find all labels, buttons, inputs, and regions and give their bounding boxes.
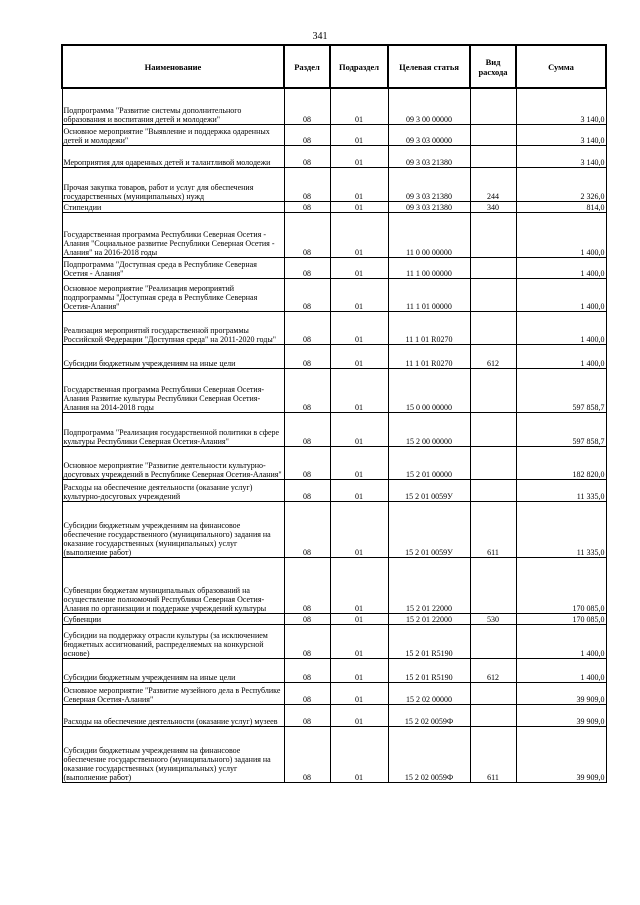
row-section: 08 — [284, 614, 330, 625]
row-name: Субсидии бюджетным учреждениям на иные цели — [62, 345, 284, 369]
row-expense-type — [470, 480, 516, 502]
row-target: 15 2 01 R5190 — [388, 659, 470, 683]
page-number: 341 — [312, 31, 328, 42]
row-section: 08 — [284, 125, 330, 146]
row-subsection: 01 — [330, 369, 388, 413]
row-sum: 182 820,0 — [516, 447, 606, 480]
row-expense-type — [470, 413, 516, 447]
row-expense-type — [470, 683, 516, 705]
row-expense-type — [470, 369, 516, 413]
table-row — [62, 369, 606, 413]
row-section: 08 — [284, 146, 330, 168]
row-subsection: 01 — [330, 146, 388, 168]
row-target: 15 2 01 R5190 — [388, 625, 470, 659]
row-name: Государственная программа Республики Северная Осетия - Алания "Социальное развитие Республики Северная Осетия - Алания" на 2016-2018 годы — [62, 213, 284, 258]
row-target: 09 3 03 00000 — [388, 125, 470, 146]
table-row — [62, 502, 606, 558]
table-row — [62, 125, 606, 146]
header-name: Наименование — [62, 45, 284, 88]
row-subsection: 01 — [330, 312, 388, 345]
table-row — [62, 202, 606, 213]
row-name: Подпрограмма "Реализация государственной политики в сфере культуры Республики Северная Осетия-Алания" — [62, 413, 284, 447]
table-body — [62, 88, 606, 783]
header-section: Раздел — [284, 45, 330, 88]
row-target: 15 2 02 0059Ф — [388, 705, 470, 727]
row-expense-type — [470, 279, 516, 312]
row-target: 11 1 00 00000 — [388, 258, 470, 279]
table-row — [62, 258, 606, 279]
row-section: 08 — [284, 258, 330, 279]
row-name: Мероприятия для одаренных детей и талантливой молодежи — [62, 146, 284, 168]
header-subsection: Подраздел — [330, 45, 388, 88]
row-name: Основное мероприятие "Выявление и поддержка одаренных детей и молодежи" — [62, 125, 284, 146]
row-section: 08 — [284, 213, 330, 258]
row-section: 08 — [284, 369, 330, 413]
row-sum: 39 909,0 — [516, 705, 606, 727]
row-section: 08 — [284, 312, 330, 345]
row-section: 08 — [284, 168, 330, 202]
row-expense-type: 340 — [470, 202, 516, 213]
row-target: 09 3 00 00000 — [388, 88, 470, 125]
row-section: 08 — [284, 202, 330, 213]
row-expense-type — [470, 312, 516, 345]
row-subsection: 01 — [330, 345, 388, 369]
row-section: 08 — [284, 345, 330, 369]
row-name: Субсидии на поддержку отрасли культуры (за исключением бюджетных ассигнований, распределяемых на конкурсной основе) — [62, 625, 284, 659]
table-row — [62, 146, 606, 168]
table-row — [62, 614, 606, 625]
row-sum: 814,0 — [516, 202, 606, 213]
row-subsection: 01 — [330, 258, 388, 279]
row-sum: 3 140,0 — [516, 88, 606, 125]
row-sum: 11 335,0 — [516, 502, 606, 558]
row-section: 08 — [284, 502, 330, 558]
row-name: Прочая закупка товаров, работ и услуг для обеспечения государственных (муниципальных) нужд — [62, 168, 284, 202]
table-row — [62, 683, 606, 705]
row-sum: 39 909,0 — [516, 727, 606, 783]
row-expense-type — [470, 558, 516, 614]
row-target: 15 2 01 22000 — [388, 558, 470, 614]
row-expense-type — [470, 447, 516, 480]
row-name: Расходы на обеспечение деятельности (оказание услуг) музеев — [62, 705, 284, 727]
row-name: Государственная программа Республики Северная Осетия-Алания Развитие культуры Республики Северная Осетия-Алания на 2014-2018 годы — [62, 369, 284, 413]
table-row — [62, 168, 606, 202]
row-sum: 597 858,7 — [516, 413, 606, 447]
table-row — [62, 480, 606, 502]
row-subsection: 01 — [330, 168, 388, 202]
row-name: Основное мероприятие "Развитие деятельности культурно-досуговых учреждений в Республике Северная Осетия-Алания" — [62, 447, 284, 480]
row-name: Субвенции — [62, 614, 284, 625]
row-sum: 170 085,0 — [516, 614, 606, 625]
row-target: 11 1 01 R0270 — [388, 345, 470, 369]
row-target: 11 1 01 R0270 — [388, 312, 470, 345]
row-subsection: 01 — [330, 213, 388, 258]
row-subsection: 01 — [330, 413, 388, 447]
table-row — [62, 727, 606, 783]
row-subsection: 01 — [330, 279, 388, 312]
table-row — [62, 345, 606, 369]
header-sum: Сумма — [516, 45, 606, 88]
row-expense-type: 612 — [470, 345, 516, 369]
row-subsection: 01 — [330, 659, 388, 683]
row-expense-type: 244 — [470, 168, 516, 202]
table-row — [62, 279, 606, 312]
row-expense-type — [470, 705, 516, 727]
row-name: Субсидии бюджетным учреждениям на финансовое обеспечение государственного (муниципального) задания на оказание государственных (муниципальных) услуг (выполнение работ) — [62, 727, 284, 783]
row-target: 11 0 00 00000 — [388, 213, 470, 258]
row-subsection: 01 — [330, 705, 388, 727]
header-expense-type: Вид расхода — [470, 45, 516, 88]
table-row — [62, 447, 606, 480]
row-sum: 1 400,0 — [516, 213, 606, 258]
row-section: 08 — [284, 558, 330, 614]
row-target: 15 2 00 00000 — [388, 413, 470, 447]
table-row — [62, 705, 606, 727]
row-sum: 11 335,0 — [516, 480, 606, 502]
row-target: 15 2 02 0059Ф — [388, 727, 470, 783]
table-row — [62, 88, 606, 125]
row-name: Подпрограмма "Доступная среда в Республике Северная Осетия - Алания" — [62, 258, 284, 279]
table-row — [62, 558, 606, 614]
row-sum: 1 400,0 — [516, 659, 606, 683]
row-sum: 1 400,0 — [516, 258, 606, 279]
row-name: Субсидии бюджетным учреждениям на финансовое обеспечение государственного (муниципального) задания на оказание государственных (муниципальных) услуг (выполнение работ) — [62, 502, 284, 558]
row-section: 08 — [284, 683, 330, 705]
table-row — [62, 413, 606, 447]
row-sum: 2 326,0 — [516, 168, 606, 202]
row-section: 08 — [284, 447, 330, 480]
row-expense-type: 530 — [470, 614, 516, 625]
row-section: 08 — [284, 480, 330, 502]
row-sum: 170 085,0 — [516, 558, 606, 614]
row-subsection: 01 — [330, 502, 388, 558]
row-subsection: 01 — [330, 202, 388, 213]
row-expense-type — [470, 146, 516, 168]
row-name: Субвенции бюджетам муниципальных образований на осуществление полномочий Республики Северная Осетия-Алания по организации и поддержке учреждений культуры — [62, 558, 284, 614]
row-sum: 597 858,7 — [516, 369, 606, 413]
header-target: Целевая статья — [388, 45, 470, 88]
row-sum: 1 400,0 — [516, 312, 606, 345]
row-expense-type: 611 — [470, 502, 516, 558]
row-target: 15 2 01 0059У — [388, 502, 470, 558]
row-name: Расходы на обеспечение деятельности (оказание услуг) культурно-досуговых учреждений — [62, 480, 284, 502]
row-target: 15 2 01 00000 — [388, 447, 470, 480]
row-target: 15 2 01 22000 — [388, 614, 470, 625]
row-name: Стипендии — [62, 202, 284, 213]
row-sum: 1 400,0 — [516, 345, 606, 369]
row-subsection: 01 — [330, 125, 388, 146]
row-sum: 1 400,0 — [516, 625, 606, 659]
row-target: 15 2 02 00000 — [388, 683, 470, 705]
row-expense-type: 612 — [470, 659, 516, 683]
row-section: 08 — [284, 659, 330, 683]
row-section: 08 — [284, 279, 330, 312]
row-name: Основное мероприятие "Реализация мероприятий подпрограммы "Доступная среда в Республике Северная Осетия-Алания" — [62, 279, 284, 312]
row-name: Реализация мероприятий государственной программы Российской Федерации "Доступная среда" на 2011-2020 годы" — [62, 312, 284, 345]
row-target: 15 0 00 00000 — [388, 369, 470, 413]
row-expense-type — [470, 625, 516, 659]
row-subsection: 01 — [330, 558, 388, 614]
row-target: 15 2 01 0059У — [388, 480, 470, 502]
row-subsection: 01 — [330, 480, 388, 502]
row-sum: 3 140,0 — [516, 125, 606, 146]
row-section: 08 — [284, 625, 330, 659]
table-row — [62, 625, 606, 659]
table-row — [62, 312, 606, 345]
row-target: 09 3 03 21380 — [388, 168, 470, 202]
row-target: 09 3 03 21380 — [388, 202, 470, 213]
row-name: Основное мероприятие "Развитие музейного дела в Республике Северная Осетия-Алания" — [62, 683, 284, 705]
row-expense-type — [470, 125, 516, 146]
row-expense-type — [470, 258, 516, 279]
row-section: 08 — [284, 705, 330, 727]
row-section: 08 — [284, 727, 330, 783]
table-row — [62, 213, 606, 258]
row-name: Субсидии бюджетным учреждениям на иные цели — [62, 659, 284, 683]
row-subsection: 01 — [330, 625, 388, 659]
row-target: 09 3 03 21380 — [388, 146, 470, 168]
row-expense-type — [470, 88, 516, 125]
row-subsection: 01 — [330, 614, 388, 625]
row-subsection: 01 — [330, 727, 388, 783]
row-expense-type — [470, 213, 516, 258]
row-target: 11 1 01 00000 — [388, 279, 470, 312]
row-subsection: 01 — [330, 88, 388, 125]
table-row — [62, 659, 606, 683]
budget-table — [61, 44, 607, 783]
row-section: 08 — [284, 413, 330, 447]
row-name: Подпрограмма "Развитие системы дополнительного образования и воспитания детей и молодежи" — [62, 88, 284, 125]
row-section: 08 — [284, 88, 330, 125]
table-header-row — [62, 45, 606, 88]
row-subsection: 01 — [330, 447, 388, 480]
row-expense-type: 611 — [470, 727, 516, 783]
row-sum: 3 140,0 — [516, 146, 606, 168]
row-sum: 1 400,0 — [516, 279, 606, 312]
row-subsection: 01 — [330, 683, 388, 705]
row-sum: 39 909,0 — [516, 683, 606, 705]
